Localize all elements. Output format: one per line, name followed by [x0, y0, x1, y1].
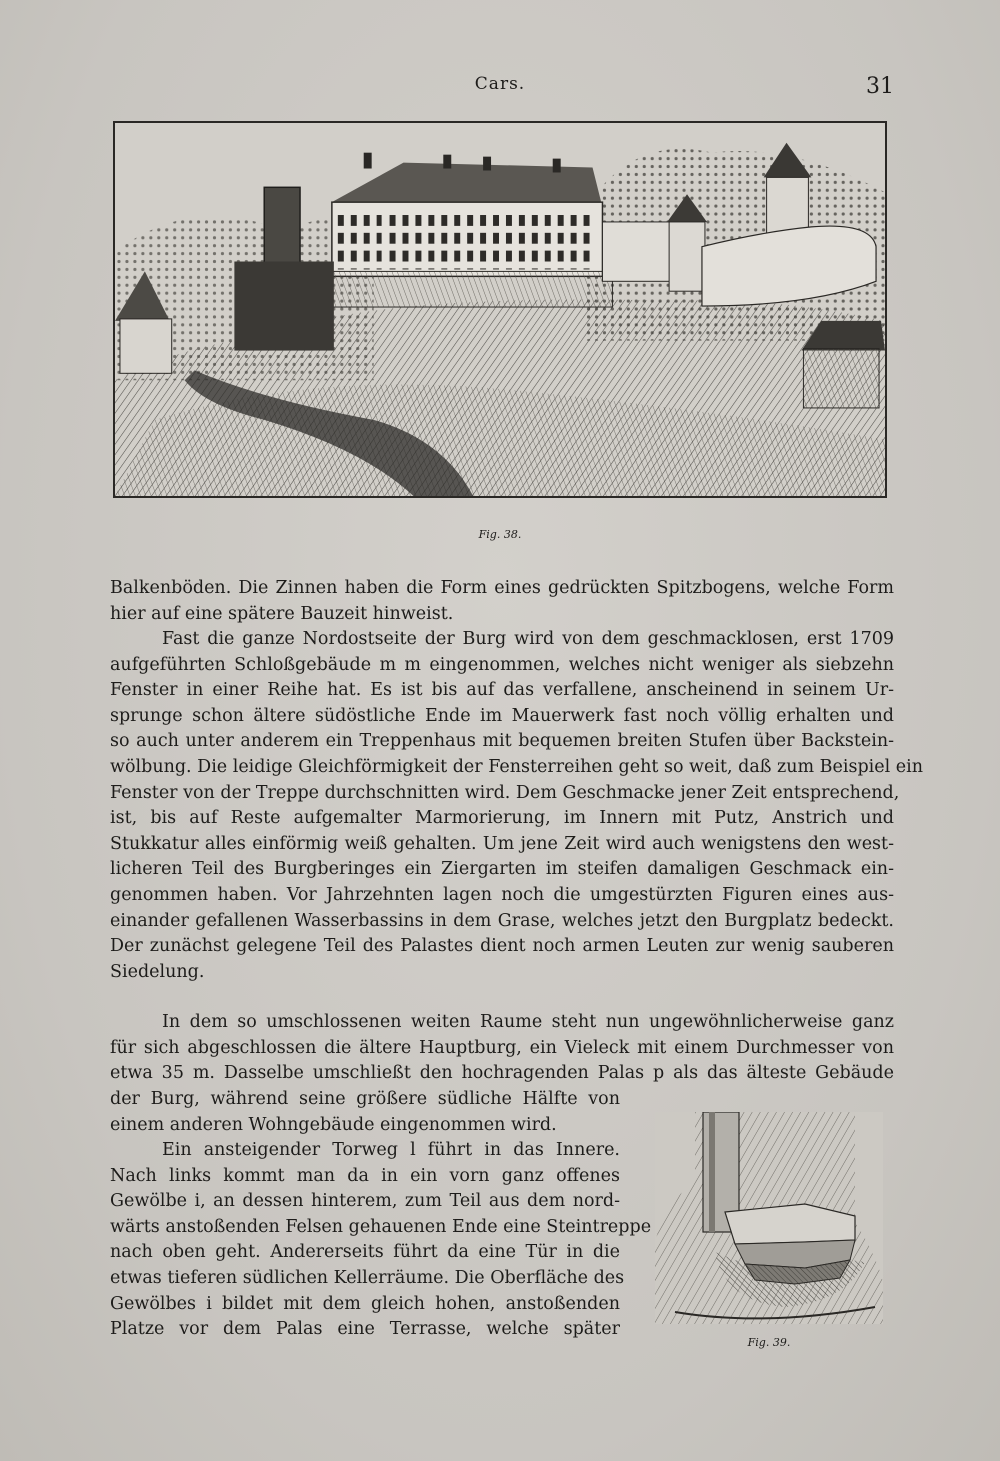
text-line: Siedelung. [110, 961, 205, 982]
text-line: Der zunächst gelegene Teil des Palastes dient noch armen Leuten zur wenig sauberen [110, 936, 894, 957]
text-line: Nach links kommt man da in ein vorn ganz offenes [110, 1165, 620, 1186]
castle-engraving-illustration [115, 123, 885, 496]
text-line: wölbung. Die leidige Gleichförmigkeit der Fensterreihen geht so weit, daß zum Beispiel ein [110, 756, 924, 777]
text-line: einem anderen Wohngebäude eingenommen wird. [110, 1114, 557, 1135]
figure-39-vault-detail [655, 1112, 883, 1324]
text-line: einander gefallenen Wasserbassins in dem Grase, welches jetzt den Burgplatz bedeckt. [110, 910, 894, 931]
paragraph-3 [110, 1010, 894, 1087]
text-line: der Burg, während seine größere südliche Hälfte von [110, 1089, 620, 1109]
text-line: Platze vor dem Palas eine Terrasse, welche später [110, 1319, 620, 1340]
text-line: Balkenböden. Die Zinnen haben die Form eines gedrückten Spitzbogens, welche Form [110, 578, 894, 598]
text-line: sprunge schon ältere südöstliche Ende im Mauerwerk fast noch völlig erhalten und [110, 705, 894, 726]
text-line: nach oben geht. Andererseits führt da eine Tür in die [110, 1242, 620, 1263]
figure-38-castle-engraving [113, 121, 887, 498]
text-line: Fast die ganze Nordostseite der Burg wird von dem geschmacklosen, erst 1709 [162, 629, 894, 649]
paragraph-1 [110, 576, 894, 627]
figure-38-caption: Fig. 38. [478, 528, 522, 541]
text-line: aufgeführten Schloßgebäude m m eingenommen, welches nicht weniger als siebzehn [110, 654, 894, 675]
text-line: für sich abgeschlossen die ältere Hauptburg, ein Vieleck mit einem Durchmesser von [110, 1037, 894, 1058]
text-line: licheren Teil des Burgberinges ein Ziergarten im steifen damaligen Geschmack ein- [110, 859, 894, 880]
text-line: ist, bis auf Reste aufgemalter Marmorierung, im Innern mit Putz, Anstrich und [110, 808, 894, 829]
text-line: wärts anstoßenden Felsen gehauenen Ende eine Steintreppe [110, 1216, 652, 1237]
figure-39-caption: Fig. 39. [747, 1336, 791, 1349]
vault-detail-illustration [655, 1112, 883, 1324]
text-line: Gewölbes i bildet mit dem gleich hohen, anstoßenden [110, 1293, 620, 1314]
text-line: Ein ansteigender Torweg l führt in das Innere. [162, 1140, 620, 1160]
text-line: Stukkatur alles einförmig weiß gehalten. Um jene Zeit wird auch wenigstens den west- [110, 833, 894, 854]
paragraph-3-continued [110, 1087, 620, 1138]
text-line: etwa 35 m. Dasselbe umschließt den hochragenden Palas p als das älteste Gebäude [110, 1063, 894, 1084]
running-head: Cars. [474, 74, 526, 94]
text-line: etwas tieferen südlichen Kellerräume. Die Oberfläche des [110, 1267, 625, 1288]
text-line: Gewölbe i, an dessen hinterem, zum Teil aus dem nord- [110, 1191, 620, 1212]
text-line: Fenster in einer Reihe hat. Es ist bis auf das verfallene, anscheinend in seinem Ur- [110, 680, 894, 701]
page-number: 31 [866, 74, 894, 99]
paragraph-2 [110, 627, 924, 985]
text-line: genommen haben. Vor Jahrzehnten lagen noch die umgestürzten Figuren eines aus- [110, 884, 894, 905]
text-line: so auch unter anderem ein Treppenhaus mit bequemen breiten Stufen über Backstein- [110, 731, 894, 752]
text-line: Fenster von der Treppe durchschnitten wird. Dem Geschmacke jener Zeit entsprechend, [110, 782, 900, 803]
text-line: hier auf eine spätere Bauzeit hinweist. [110, 603, 454, 624]
paragraph-4 [110, 1138, 652, 1343]
text-line: In dem so umschlossenen weiten Raume steht nun ungewöhnlicherweise ganz [162, 1012, 894, 1032]
